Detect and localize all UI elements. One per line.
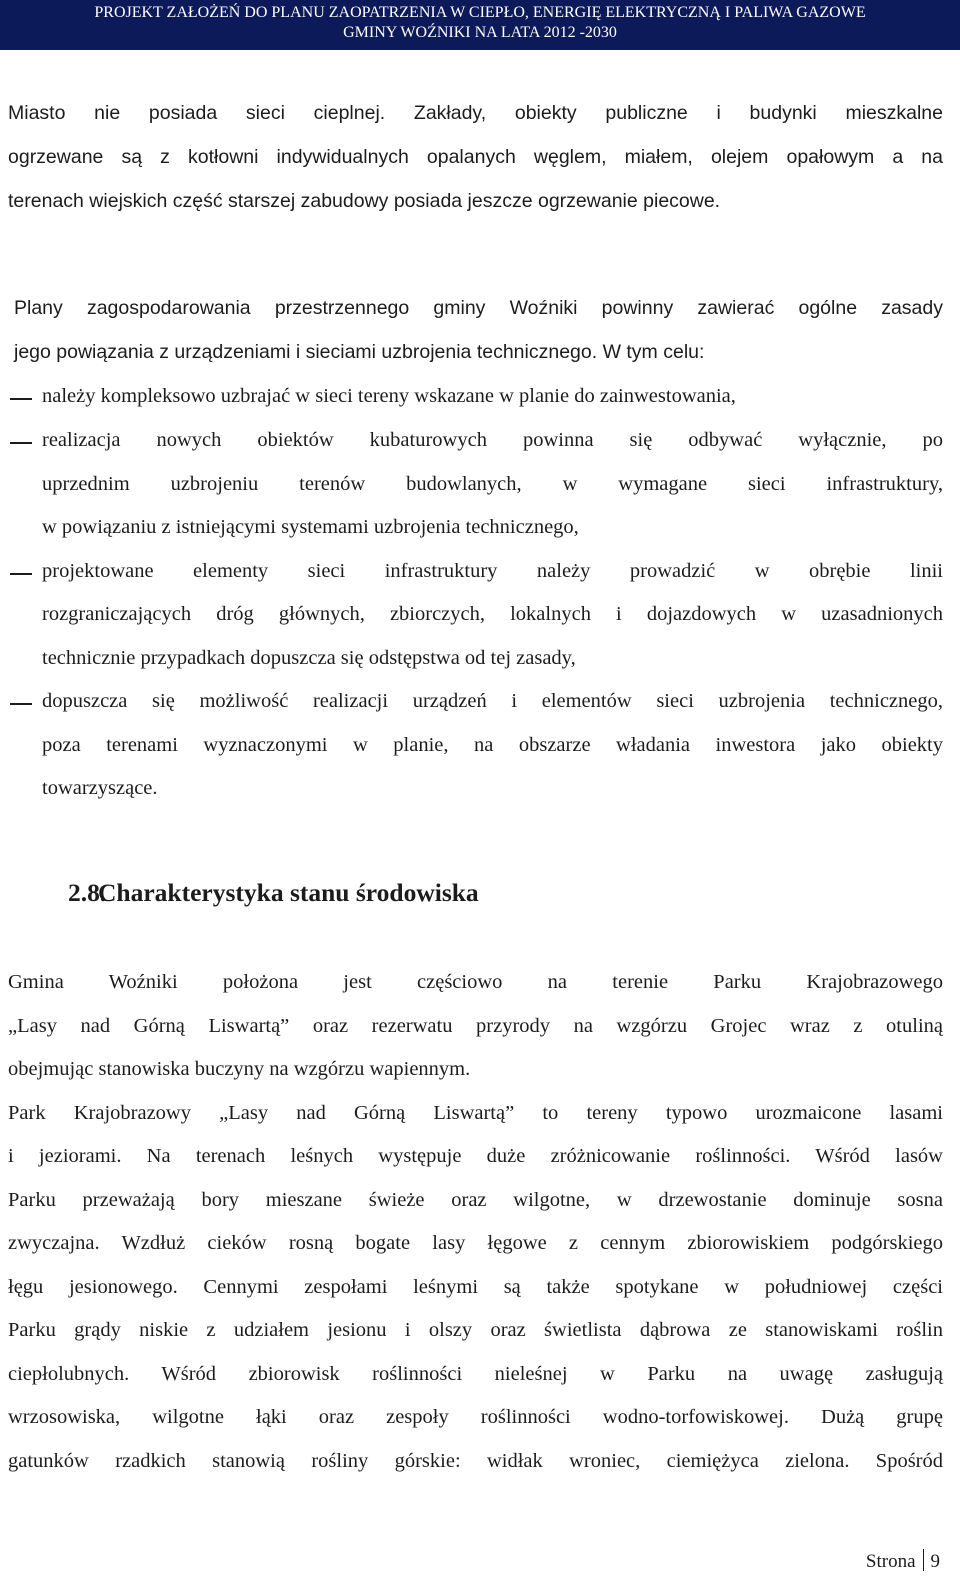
- paragraph-3-line: „Lasy nad Górną Liswartą” oraz rezerwatu przyrody na wzgórzu Grojec wraz z otuliną: [8, 1015, 943, 1037]
- list-bullet-dash: [10, 398, 32, 400]
- paragraph-3-line: Park Krajobrazowy „Lasy nad Górną Liswartą” to tereny typowo urozmaicone lasami: [8, 1102, 943, 1124]
- list-item-line: towarzyszące.: [42, 777, 158, 799]
- paragraph-3-line: Parku przeważają bory mieszane świeże oraz wilgotne, w drzewostanie dominuje sosna: [8, 1189, 943, 1211]
- list-bullet-dash: [10, 442, 32, 444]
- list-item-line: projektowane elementy sieci infrastruktury należy prowadzić w obrębie linii: [42, 560, 943, 582]
- paragraph-3-line: Gmina Woźniki położona jest częściowo na terenie Parku Krajobrazowego: [8, 971, 943, 993]
- list-item-line: należy kompleksowo uzbrajać w sieci tereny wskazane w planie do zainwestowania,: [42, 385, 736, 407]
- paragraph-1-line: Miasto nie posiada sieci cieplnej. Zakłady, obiekty publiczne i budynki mieszkalne: [8, 102, 943, 124]
- paragraph-3-line: ciepłolubnych. Wśród zbiorowisk roślinności nieleśnej w Parku na uwagę zasługują: [8, 1363, 943, 1385]
- list-item-line: dopuszcza się możliwość realizacji urządzeń i elementów sieci uzbrojenia technicznego,: [42, 690, 943, 712]
- list-bullet-dash: [10, 573, 32, 575]
- section-number: 2.8.: [68, 878, 107, 907]
- paragraph-1-line: terenach wiejskich część starszej zabudowy posiada jeszcze ogrzewanie piecowe.: [8, 190, 721, 212]
- page-header: [0, 0, 960, 50]
- section-heading: [68, 878, 479, 908]
- paragraph-1-line: ogrzewane są z kotłowni indywidualnych opalanych węglem, miałem, olejem opałowym a na: [8, 146, 943, 168]
- paragraph-3-line: wrzosowiska, wilgotne łąki oraz zespoły roślinności wodno-torfowiskowej. Dużą grupę: [8, 1406, 943, 1428]
- paragraph-3-line: Parku grądy niskie z udziałem jesionu i olszy oraz świetlista dąbrowa ze stanowiskami roślin: [8, 1319, 943, 1341]
- list-item-line: realizacja nowych obiektów kubaturowych powinna się odbywać wyłącznie, po: [42, 429, 943, 451]
- paragraph-3-line: i jeziorami. Na terenach leśnych występuje duże zróżnicowanie roślinności. Wśród lasów: [8, 1145, 943, 1167]
- paragraph-3-line: gatunków rzadkich stanowią rośliny górskie: widłak wroniec, ciemiężyca zielona. Spośród: [8, 1450, 943, 1472]
- paragraph-2-line: jego powiązania z urządzeniami i sieciami uzbrojenia technicznego. W tym celu:: [14, 341, 705, 363]
- page-label: Strona: [865, 1551, 916, 1572]
- list-item-line: w powiązaniu z istniejącymi systemami uzbrojenia technicznego,: [42, 516, 579, 538]
- list-bullet-dash: [10, 703, 32, 705]
- header-title: PROJEKT ZAŁOŻEŃ DO PLANU ZAOPATRZENIA W CIEPŁO, ENERGIĘ ELEKTRYCZNĄ I PALIWA GAZOWE: [94, 4, 866, 21]
- page-footer: [866, 1549, 940, 1573]
- paragraph-3-line: łęgu jesionowego. Cennymi zespołami leśnymi są także spotykane w południowej części: [8, 1276, 943, 1298]
- page-number: 9: [930, 1551, 940, 1572]
- paragraph-3-line: zwyczajna. Wzdłuż cieków rosną bogate lasy łęgowe z cennym zbiorowiskiem podgórskiego: [8, 1232, 943, 1254]
- paragraph-3-line: obejmując stanowiska buczyny na wzgórzu wapiennym.: [8, 1058, 471, 1080]
- list-item-line: rozgraniczających dróg głównych, zbiorczych, lokalnych i dojazdowych w uzasadnionych: [42, 603, 943, 625]
- list-item-line: poza terenami wyznaczonymi w planie, na obszarze władania inwestora jako obiekty: [42, 734, 943, 756]
- list-item-line: uprzednim uzbrojeniu terenów budowlanych, w wymagane sieci infrastruktury,: [42, 473, 943, 495]
- paragraph-2-line: Plany zagospodarowania przestrzennego gminy Woźniki powinny zawierać ogólne zasady: [14, 297, 943, 319]
- header-subtitle: GMINY WOŹNIKI NA LATA 2012 -2030: [343, 24, 617, 41]
- list-item-line: technicznie przypadkach dopuszcza się odstępstwa od tej zasady,: [42, 647, 576, 669]
- footer-divider: [923, 1549, 924, 1571]
- section-title: Charakterystyka stanu środowiska: [98, 878, 479, 907]
